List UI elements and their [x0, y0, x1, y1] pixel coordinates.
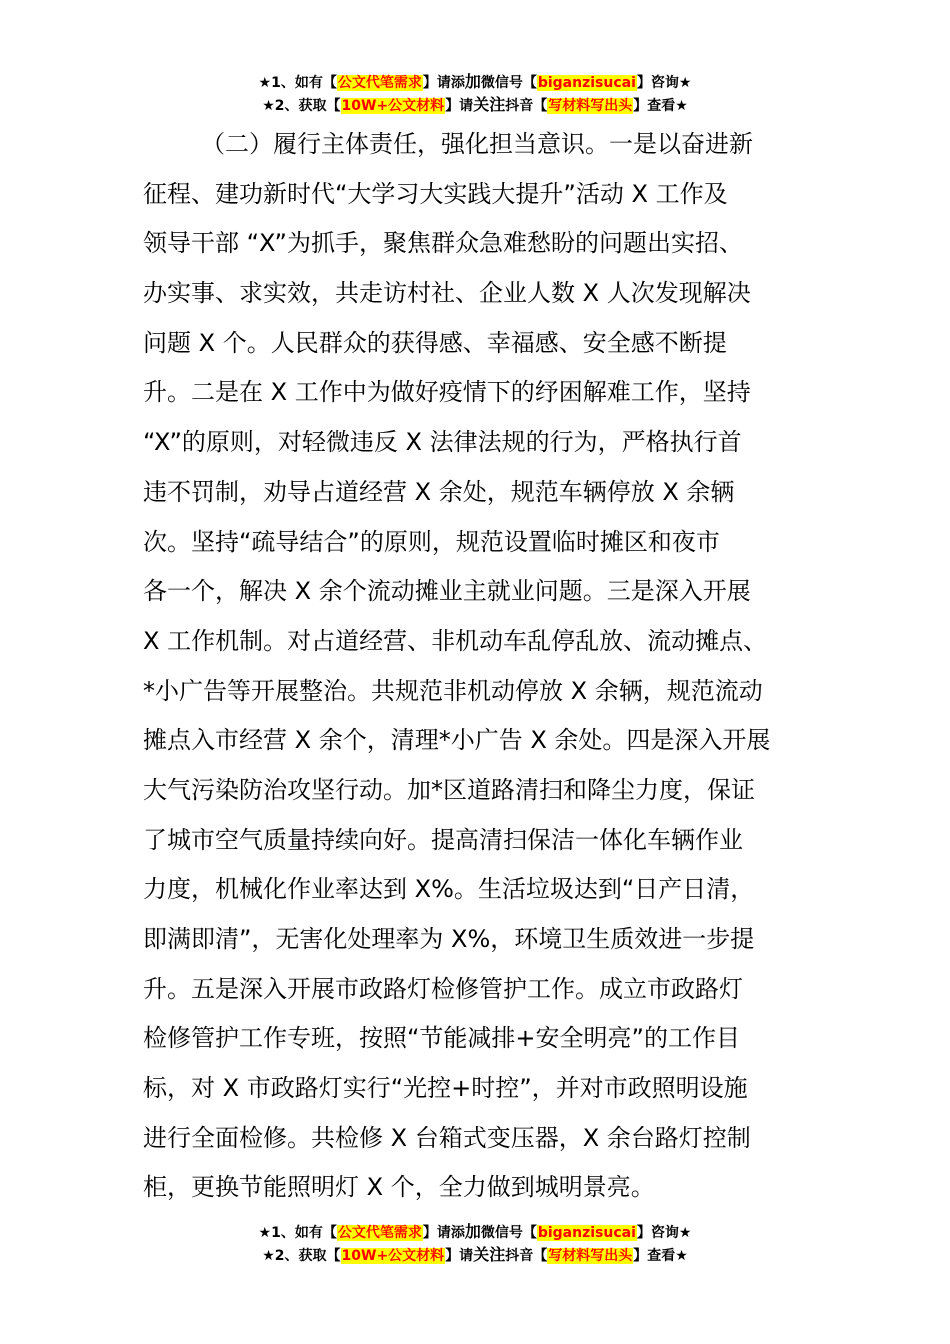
body-line: 摊点入市经营 X 余个，清理*小广告 X 余处。四是深入开展: [143, 726, 771, 755]
body-line: 了城市空气质量持续向好。提高清扫保洁一体化车辆作业: [143, 825, 743, 854]
body-line: 办实事、求实效，共走访村社、企业人数 X 人次发现解决: [143, 279, 751, 308]
document-body: [143, 120, 807, 1213]
banner-text: 】咨询★: [636, 1225, 692, 1241]
body-line: 升。二是在 X 工作中为做好疫情下的纾困解难工作，坚持: [143, 378, 751, 407]
banner-text: 】请: [445, 1248, 474, 1264]
banner-text: ★2、获取【: [262, 1248, 341, 1264]
header-banner: [0, 70, 950, 116]
banner-text: 微信号【: [480, 1225, 537, 1241]
banner-text: 加: [464, 72, 481, 91]
body-line: *小广告等开展整治。共规范非机动停放 X 余辆，规范流动: [143, 676, 763, 705]
body-line: 各一个，解决 X 余个流动摊业主就业问题。三是深入开展: [143, 577, 751, 606]
body-line: 违不罚制，劝导占道经营 X 余处，规范车辆停放 X 余辆: [143, 477, 735, 506]
body-line: 征程、建功新时代“大学习大实践大提升”活动 X 工作及: [143, 179, 728, 208]
body-line: 进行全面检修。共检修 X 台箱式变压器，X 余台路灯控制: [143, 1123, 751, 1152]
wechat-id-highlight: biganzisucai: [537, 75, 636, 91]
body-line: X 工作机制。对占道经营、非机动车乱停乱放、流动摊点、: [143, 626, 768, 655]
banner-text: 关注: [473, 95, 506, 114]
banner-text: 】请添: [422, 1225, 465, 1241]
banner-text: ★2、获取【: [262, 98, 341, 114]
body-line: 柜，更换节能照明灯 X 个，全力做到城明景亮。: [143, 1173, 655, 1202]
banner-text: 加: [464, 1222, 481, 1241]
body-line: 即满即清”，无害化处理率为 X%，环境卫生质效进一步提: [143, 925, 755, 953]
banner-text: 抖音【: [505, 98, 548, 114]
banner-text: 】咨询★: [636, 75, 692, 91]
banner-line-2: [0, 93, 950, 116]
banner-text: 抖音【: [505, 1248, 548, 1264]
highlight-text: 公文代笔需求: [337, 1225, 422, 1241]
banner-text: 】请: [445, 98, 474, 114]
body-line: “X”的原则，对轻微违反 X 法律法规的行为，严格执行首: [143, 428, 742, 457]
banner-line-1: [0, 70, 950, 93]
banner-text: 微信号【: [480, 75, 537, 91]
banner-line-1: [0, 1220, 950, 1243]
body-line: 力度，机械化作业率达到 X%。生活垃圾达到“日产日清，: [143, 875, 755, 904]
douyin-id-highlight: 写材料写出头: [548, 98, 633, 114]
banner-text: ★1、如有【: [258, 1225, 337, 1241]
highlight-text: 10W+公文材料: [341, 1248, 445, 1264]
banner-text: 】查看★: [633, 98, 688, 114]
highlight-text: 公文代笔需求: [337, 75, 422, 91]
body-line: 大气污染防治攻坚行动。加*区道路清扫和降尘力度，保证: [143, 775, 755, 804]
body-line: 升。五是深入开展市政路灯检修管护工作。成立市政路灯: [143, 974, 743, 1003]
body-line: （二）履行主体责任，强化担当意识。一是以奋进新: [201, 130, 753, 158]
highlight-text: 10W+公文材料: [341, 98, 445, 114]
footer-banner: [0, 1220, 950, 1266]
body-line: 检修管护工作专班，按照“节能减排+安全明亮”的工作目: [143, 1024, 740, 1053]
banner-text: 关注: [473, 1245, 506, 1264]
douyin-id-highlight: 写材料写出头: [548, 1248, 633, 1264]
banner-text: ★1、如有【: [258, 75, 337, 91]
body-line: 问题 X 个。人民群众的获得感、幸福感、安全感不断提: [143, 328, 727, 357]
banner-line-2: [0, 1243, 950, 1266]
wechat-id-highlight: biganzisucai: [537, 1225, 636, 1241]
banner-text: 】查看★: [633, 1248, 688, 1264]
body-line: 次。坚持“疏导结合”的原则，规范设置临时摊区和夜市: [143, 527, 720, 556]
banner-text: 】请添: [422, 75, 465, 91]
body-line: 标，对 X 市政路灯实行“光控+时控”，并对市政照明设施: [143, 1074, 748, 1103]
body-line: 领导干部 “X”为抓手，聚焦群众急难愁盼的问题出实招、: [143, 229, 743, 258]
